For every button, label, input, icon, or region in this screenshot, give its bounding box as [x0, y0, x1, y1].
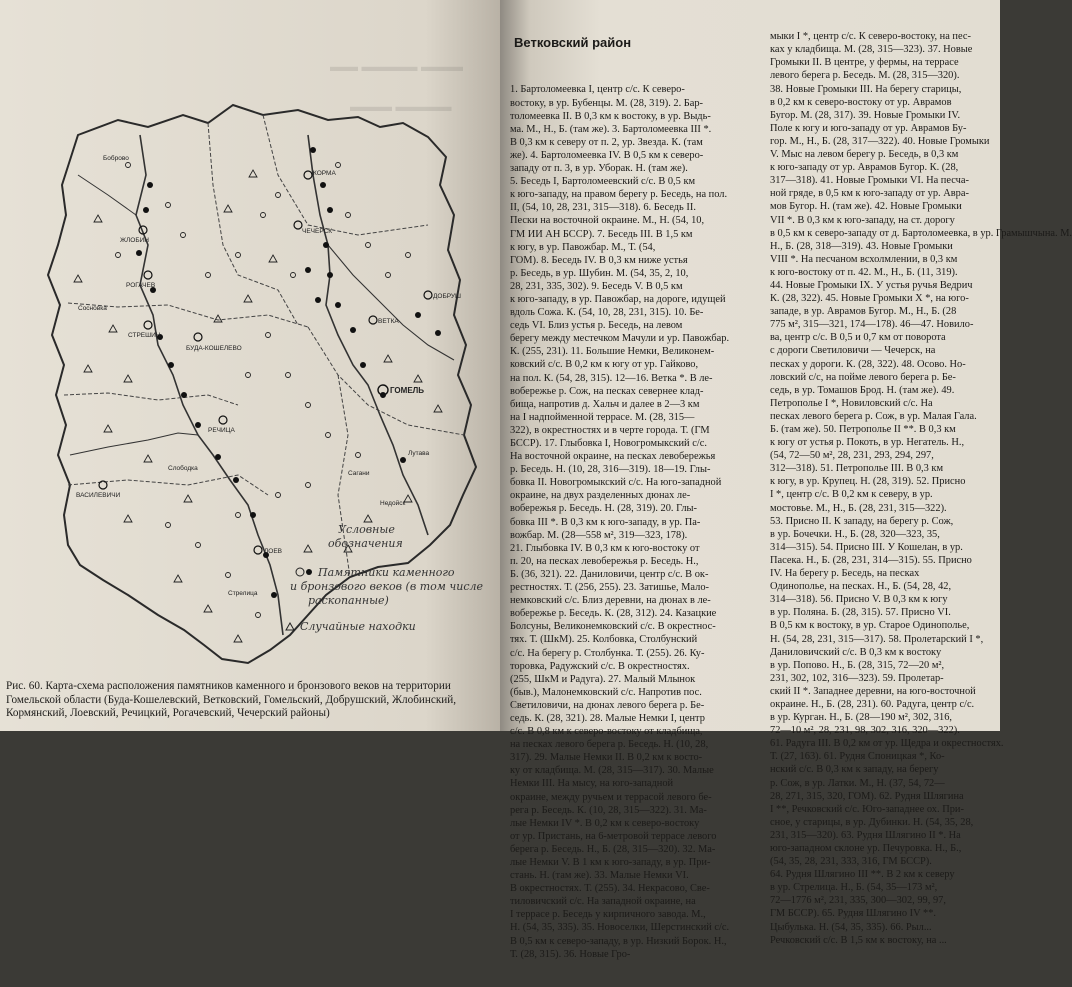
text-line: на I надпойменной террасе. М. (28, 315—	[510, 411, 695, 423]
text-line: ку от кладбища. М. (28, 315—317). 30. Малые	[510, 765, 714, 777]
text-line: 231, 315—320). 63. Рудня Шлягино II *. На	[770, 829, 961, 841]
river-dnieper	[136, 135, 283, 635]
map-label-zhlobin: ЖЛОБИН	[120, 237, 149, 244]
map-label-lutava: Лутава	[408, 450, 430, 457]
text-line: к югу, в ур. Павожбар. М., Т. (54,	[510, 241, 656, 253]
text-line: Светиловичи, на дюнах левого берега р. Бе-	[510, 699, 705, 711]
text-line: немковский с/с. Близ деревни, на дюнах в ле-	[510, 595, 711, 607]
text-line: р. Беседь, в ур. Шубин. М. (54, 35, 2, 10,	[510, 267, 689, 279]
text-line: нский с/с. В 0,3 км к западу, на берегу	[770, 764, 939, 776]
text-line: окраине, на двух разделенных дюнах ле-	[510, 490, 691, 502]
text-line: в ур. Попово. Н., Б. (28, 315, 72—20 м²,	[770, 659, 945, 671]
text-line: (54, 72—50 м², 28, 231, 293, 294, 297,	[770, 450, 934, 462]
text-line: Т. (27, 163). 61. Рудня Споницкая *, Ко-	[770, 751, 945, 763]
text-line: стань. Н. (там же). 33. Малые Немки VI.	[510, 870, 689, 882]
text-line: рестностях. Т. (256, 255). 23. Затишье, Мало-	[510, 582, 709, 594]
district-border	[208, 123, 298, 325]
text-line: в ур. Бочечки. Н., Б. (28, 320—323, 35,	[770, 528, 940, 540]
text-line: Б. (36, 321). 22. Даниловичи, центр с/с. В ок-	[510, 568, 709, 580]
text-line: 314—318). 56. Присно V. В 0,3 км к югу	[770, 594, 948, 606]
text-line: К. (255, 231). 11. Большие Немки, Великонем-	[510, 346, 715, 358]
district-border	[263, 115, 428, 235]
map-label-strelitsa: Стрелица	[228, 590, 258, 597]
section-heading: Ветковский район	[514, 35, 632, 51]
text-line: вобережье р. Беседь. К. (28, 312). 24. Казацкие	[510, 608, 717, 620]
text-line: 72—10 м², 28, 231, 98, 302, 316, 320—322).	[770, 725, 960, 737]
text-line: гор. М., Н., Б. (28, 317—322). 40. Новые Громыки	[770, 135, 990, 147]
text-line: вобережья р. Беседь. Н. (28, 319). 20. Глы-	[510, 503, 697, 515]
text-line: к югу от устья р. Покоть, в ур. Негатель. Н.,	[770, 437, 965, 449]
text-line: Немки III. На мысу, на юго-западной	[510, 778, 674, 790]
text-line: БССР). 17. Глыбовка I, Новогромыкский с/с.	[510, 438, 707, 449]
text-line: с/с. На берегу р. Столбунка. Т. (255). 26. Ку-	[510, 647, 705, 659]
text-line: мыки I *, центр с/с. К северо-востоку, на пес-	[770, 31, 971, 43]
text-line: V. Мыс на левом берегу р. Беседь, в 0,3 км	[770, 149, 959, 161]
legend-title-2: обозначения	[328, 537, 403, 550]
text-line: с дороги Светиловичи — Чечерск, на	[770, 345, 936, 357]
legend-item-monuments: Памятники каменного	[318, 566, 455, 579]
text-line: ский II *. Западнее деревни, на юго-восточной	[770, 685, 976, 697]
text-line: I террасе р. Беседь у кирпичного завода. М.,	[510, 909, 706, 921]
text-line: вдоль Сожа. К. (54, 10, 28, 231, 315). 10. Бе-	[510, 307, 704, 319]
text-line: лые Немки IV *. В 0,2 км к северо-востоку	[510, 817, 700, 829]
text-line: Б. (там же). 50. Петрополье II **. В 0,3 км	[770, 424, 956, 435]
text-line: бища, напротив д. Хальч и далее в 2—3 км	[510, 398, 700, 410]
text-line: берега р. Беседь. Н., Б. (28, 315—320). 32. Ма-	[510, 843, 716, 855]
text-line: Одинополье, на песках. Н., Б. (54, 28, 42,	[770, 581, 952, 593]
text-line: в ур. Поляна. Б. (28, 315). 57. Присно VI.	[770, 607, 951, 619]
text-line: берегу между местечком Мачули и ур. Павожбар.	[510, 333, 730, 345]
map-label-nedoysk: Недойск	[380, 500, 406, 507]
district-border	[64, 393, 238, 405]
bleed-through-text: ▬▬▬ ▬▬▬▬ ▬▬	[330, 60, 463, 75]
text-line: седь, в ур. Томашов Брод. Н. (там же). 49.	[770, 384, 955, 396]
text-line: в 0,5 км к северо-западу от д. Бартоломеевка, в ур. Грамышчына. М.	[770, 227, 1072, 239]
text-line: западу от п. 3, в ур. Уборак. Н. (там же).	[510, 163, 688, 175]
text-line: р. Беседь. Н. (10, 28, 316—319). 18—19. Глы-	[510, 464, 711, 476]
text-line: 72—1776 м², 231, 335, 300—302, 99, 97,	[770, 895, 946, 907]
text-line: К. (28, 322). 45. Новые Громыки X *, на юго-	[770, 293, 969, 305]
map-label-streshin: СТРЕШИН	[128, 332, 161, 339]
text-line: на пол. К. (54, 28, 315). 12—16. Ветка *. В ле-	[510, 372, 713, 384]
text-line: песках у дороги. К. (28, 322). 48. Осово. Но-	[770, 358, 966, 370]
text-line: 5. Беседь I, Бартоломеевский с/с. В 0,5 км	[510, 176, 696, 188]
text-line: в ур. Курган. Н., Б. (28—190 м², 302, 316,	[770, 712, 952, 724]
text-line: мов Бугор. Н. (там же). 42. Новые Громыки	[770, 201, 962, 213]
text-line: к юго-западу, на правом берегу р. Беседь, на пол.	[510, 189, 728, 201]
text-line: 312—318). 51. Петрополье III. В 0,3 км	[770, 463, 944, 475]
text-line: тях. Т. (ШкМ). 25. Колбовка, Столбунский	[510, 634, 698, 646]
text-line: I *, центр с/с. В 0,2 км к северу, в ур.	[770, 489, 933, 501]
map-label-korma: КОРМА	[313, 170, 336, 177]
text-line: На восточной окраине, на песках левобережья	[510, 451, 716, 463]
text-line: мостовье. М., Н., Б. (28, 231, 315—322).	[770, 502, 947, 514]
text-line: Бугор. М. (28, 317). 39. Новые Громыки IV.	[770, 109, 961, 121]
legend-item-finds: Случайные находки	[300, 620, 416, 633]
text-line: западе, в ур. Аврамов Бугор. М., Н., Б. (28	[770, 306, 957, 318]
river-beseda	[328, 245, 454, 360]
text-line: (быв.), Малонемковский с/с. Напротив пос.	[510, 686, 702, 698]
text-line: I **, Речковский с/с. Юго-западнее ох. При-	[770, 803, 964, 815]
bleed-through-text: ▬▬▬▬ ▬▬▬	[350, 100, 452, 115]
text-line: седь VI. Близ устья р. Беседь, на левом	[510, 320, 683, 332]
text-line: ной гряде, в 0,5 км к юго-западу от ур. Авра-	[770, 188, 969, 200]
text-line: 21. Глыбовка IV. В 0,3 км к юго-востоку от	[510, 542, 700, 554]
text-line: толомеевка II. В 0,3 км к востоку, в ур. Выдь-	[510, 110, 711, 122]
legend-item-monuments-2: и бронзового веков (в том числе	[290, 580, 483, 593]
text-line: р. Сож, в ур. Латки. М., Н. (37, 54, 72—	[770, 777, 945, 789]
text-line: VII *. В 0,3 км к юго-западу, на ст. дорогу	[770, 214, 955, 226]
text-line: 38. Новые Громыки III. На берегу старицы,	[770, 83, 962, 95]
map-label-rogachev: РОГАЧЕВ	[126, 282, 156, 289]
text-line: 317). 29. Малые Немки II. В 0,2 км к восто-	[510, 752, 703, 764]
text-line: 775 м², 315—321, 174—178). 46—47. Новило-	[770, 319, 974, 331]
text-line: Т. (28, 315). 36. Новые Гро-	[510, 948, 631, 960]
text-line: В окрестностях. Т. (255). 34. Некрасово, Све-	[510, 883, 710, 895]
text-line: сное, у старицы, в ур. Дубинки. Н. (54, 35, 28,	[770, 816, 974, 828]
legend-title: Условные	[338, 523, 395, 536]
text-column-right	[770, 4, 1072, 973]
text-line: В 0,5 км к востоку, в ур. Старое Одинополье,	[770, 620, 970, 632]
text-line: 231, 302, 102, 316—323). 59. Пролетар-	[770, 672, 944, 684]
text-line: 28, 271, 315, 320, ГОМ). 62. Рудня Шлягина	[770, 790, 964, 802]
column-body	[510, 83, 766, 960]
map-label-buda: БУДА-КОШЕЛЕВО	[186, 345, 242, 352]
column-body	[770, 30, 1072, 947]
text-line: Болсуны, Великонемковский с/с. В окрестнос-	[510, 621, 716, 633]
text-column-left	[510, 4, 766, 987]
map-legend	[286, 523, 483, 633]
text-line: с/с. В 0,8 км к северо-востоку от кладбища,	[510, 726, 703, 738]
text-line: ма. М., Н., Б. (там же). 3. Бартоломеевка III *.	[510, 123, 712, 135]
text-line: к юго-востоку от п. 42. М., Н., Б. (11, 319).	[770, 266, 958, 278]
map-label-rechitsa: РЕЧИЦА	[208, 427, 235, 434]
text-line: на песках левого берега р. Беседь. Н. (10, 28,	[510, 739, 709, 751]
text-line: песках левого берега р. Сож, в ур. Малая Гала.	[770, 410, 977, 422]
text-line: Н. (54, 35, 335). 35. Новоселки, Шерстинский с/с.	[510, 922, 730, 934]
text-line: 44. Новые Громыки IX. У устья ручья Ведрич	[770, 279, 973, 291]
text-line: 314—315). 54. Присно III. У Кошелан, в ур.	[770, 541, 963, 553]
text-line: бовка II. Новогромыкский с/с. На юго-западной	[510, 477, 722, 489]
text-line: ГМ ИИ АН БССР). 7. Беседь III. В 1,5 км	[510, 228, 693, 240]
text-line: Речковский с/с. В 1,5 км к востоку, на ...	[770, 934, 947, 946]
text-line: VIII *. На песчаном всхолмлении, в 0,3 км	[770, 253, 958, 265]
text-line: (54, 35, 28, 231, 333, 316, ГМ БССР).	[770, 856, 932, 868]
text-line: торовка, Радужский с/с. В окрестностях.	[510, 660, 690, 672]
text-line: В 0,3 км к северу от п. 2, ур. Звезда. К. (там	[510, 136, 703, 148]
map-label-gomel: ГОМЕЛЬ	[390, 386, 425, 395]
text-line: Пески на восточной окраине. М., Н. (54, 10,	[510, 215, 705, 227]
text-line: Цыбулька. Н. (54, 35, 335). 66. Рыл...	[770, 921, 932, 933]
map-label-bobrovo: Боброво	[103, 155, 129, 162]
map-label-vetka: ВЕТКА	[378, 318, 399, 325]
text-line: Пасека. Н., Б. (28, 231, 314—315). 55. Присно	[770, 554, 972, 566]
text-line: 53. Присно II. К западу, на берегу р. Сож,	[770, 515, 954, 527]
map-label-chechersk: ЧЕЧЕРСК	[302, 228, 333, 235]
text-line: Даниловичский с/с. В 0,3 км к востоку	[770, 646, 942, 658]
region-map	[8, 75, 498, 675]
text-line: в ур. Стрелица. Н., Б. (54, 35—173 м²,	[770, 882, 938, 894]
map-label-slobodka: Слободка	[168, 465, 198, 472]
text-line: ковский с/с. В 0,2 км к югу от ур. Гайково,	[510, 359, 699, 371]
text-line: Громыки II. В центре, у фермы, на террасе	[770, 57, 959, 69]
text-line: вобережье р. Сож, на песках севернее клад-	[510, 385, 704, 397]
text-line: вожбар. М. (28—558 м², 319—323, 178).	[510, 529, 688, 541]
text-line: Поле к югу и юго-западу от ур. Аврамов Бу-	[770, 122, 967, 134]
text-line: ва, центр с/с. В 0,5 и 0,7 км от поворота	[770, 332, 946, 344]
text-line: от ур. Пристань, на 6-метровой террасе левого	[510, 830, 717, 842]
text-line: II, (54, 10, 28, 231, 315—318). 6. Беседь II.	[510, 202, 696, 214]
text-line: ГМ БССР). 65. Рудня Шлягино IV **.	[770, 908, 937, 920]
text-line: 28, 231, 335, 302). 9. Беседь V. В 0,5 км	[510, 280, 683, 292]
text-line: тиловичский с/с. На западной окраине, на	[510, 896, 696, 908]
text-line: седь. К. (28, 321). 28. Малые Немки I, центр	[510, 712, 705, 724]
text-line: юго-западном склоне ур. Печуровка. Н., Б.,	[770, 843, 962, 854]
text-line: рега р. Беседь. К. (10, 28, 315—322). 31. Ма-	[510, 804, 707, 816]
map-label-sagani: Сагани	[348, 470, 370, 477]
left-page	[0, 0, 500, 731]
map-label-vasilevichi: ВАСИЛЕВИЧИ	[76, 492, 121, 499]
river-berezina	[70, 433, 198, 455]
text-line: бовка III *. В 0,3 км к юго-западу, в ур. Па-	[510, 516, 701, 528]
text-line: в 0,2 км к северо-востоку от ур. Аврамов	[770, 96, 952, 108]
text-line: же). 4. Бартоломеевка IV. В 0,5 км к северо-	[510, 149, 704, 161]
text-line: 1. Бартоломеевка I, центр с/с. К северо-	[510, 84, 685, 96]
text-line: ках у кладбища. М. (28, 315—323). 37. Новые	[770, 44, 973, 56]
text-line: левого берега р. Беседь. М. (28, 315—320).	[770, 70, 960, 82]
text-line: Н., Б. (28, 318—319). 43. Новые Громыки	[770, 240, 953, 252]
legend-triangle-icon	[286, 623, 294, 630]
text-line: п. 20, на песках левобережья р. Беседь. Н.,	[510, 555, 699, 567]
district-border	[308, 327, 464, 435]
text-line: ловский с/с, на пойме левого берега р. Бе-	[770, 371, 956, 383]
text-line: 317—318). 41. Новые Громыки VI. На песча-	[770, 175, 969, 187]
text-line: 322), в окрестностях и в черте города. Т. (ГМ	[510, 424, 710, 436]
text-line: к юго-западу, в ур. Павожбар, на дороге, идущей	[510, 293, 726, 305]
text-line: В 0,5 км к северо-западу, в ур. Низкий Борок. Н.,	[510, 935, 727, 947]
text-line: к юго-западу от ур. Аврамов Бугор. К. (28,	[770, 162, 959, 174]
text-line: 61. Радуга III. В 0,2 км от ур. Щедра и окрестностях.	[770, 738, 1004, 750]
map-label-dobrush: ДОБРУШ	[433, 293, 462, 300]
text-line: ГОМ). 8. Беседь IV. В 0,3 км ниже устья	[510, 254, 688, 266]
text-line: Петропольe I *, Новиловский с/с. На	[770, 397, 933, 409]
map-label-sosnovka: Сосновка	[78, 305, 107, 312]
legend-item-monuments-3: раскопанные)	[308, 594, 389, 607]
text-line: Н. (54, 28, 231, 315—317). 58. Пролетарский I *,	[770, 633, 984, 645]
river-drut	[78, 175, 136, 215]
text-line: к югу, в ур. Крупец. Н. (28, 319). 52. Присно	[770, 476, 966, 488]
text-line: (255, ШкМ и Радуга). 27. Малый Млынок	[510, 673, 696, 685]
city-markers	[99, 171, 432, 554]
text-line: востоку, в ур. Бубенцы. М. (28, 319). 2. Бар-	[510, 97, 704, 109]
text-line: 64. Рудня Шлягино III **. В 2 км к северу	[770, 869, 955, 881]
text-line: окраине, между ручьем и террасой левого бе-	[510, 791, 712, 803]
text-line: окраине. Н., Б. (28, 231). 60. Радуга, центр с/с.	[770, 698, 975, 710]
text-line: лые Немки V. В 1 км к юго-западу, в ур. При-	[510, 857, 711, 868]
text-line: IV. На берегу р. Беседь, на песках	[770, 568, 920, 580]
map-label-loev: ЛОЕВ	[264, 548, 282, 555]
figure-caption: Рис. 60. Карта-схема расположения памятников каменного и бронзового веков на территории Гомельской области (Буда-Кошелевский, Ветковский, Гомельский, Добрушский, Жлобинский, Кормянский, Лоевский, Речицкий, Рогачевский, Чечерский районы)	[6, 680, 457, 719]
